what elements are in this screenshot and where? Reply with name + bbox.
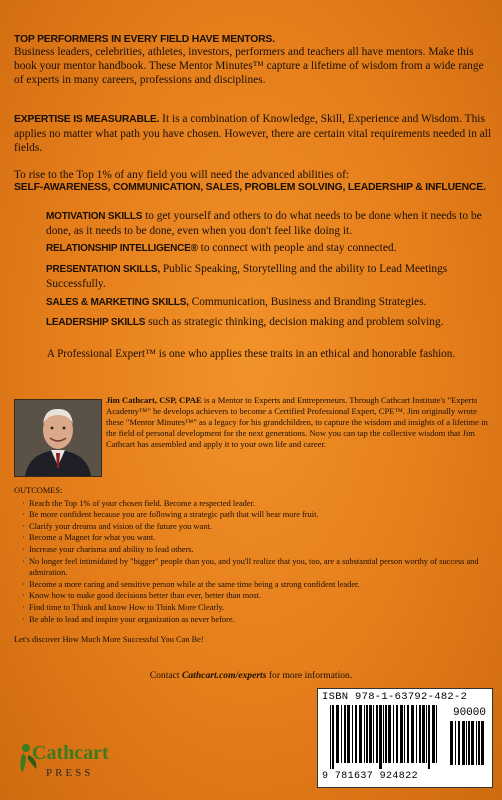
publisher-logo (14, 735, 110, 787)
expertise-section (14, 112, 492, 155)
author-name: Jim Cathcart, CSP, CPAE (106, 395, 202, 405)
abilities-list: SELF-AWARENESS, COMMUNICATION, SALES, PROBLEM SOLVING, LEADERSHIP & INFLUENCE. (14, 182, 486, 193)
skill-text: Public Speaking, Storytelling and the ability to Lead Meetings Successfully. (46, 263, 448, 290)
list-item: · Be more confident because you are following a strategic path that will bear more fruit. (22, 509, 494, 521)
list-item: · Find time to Think and know How to Think More Clearly. (22, 602, 494, 614)
abilities-lead: To rise to the Top 1% of any field you will need the advanced abilities of: (14, 169, 350, 181)
isbn-text: ISBN 978-1-63792-482-2 (322, 691, 468, 703)
skill-label: PRESENTATION SKILLS, (46, 264, 160, 275)
author-bio (106, 395, 491, 450)
outcomes-section (14, 485, 494, 646)
price-barcode-bars (450, 721, 486, 771)
skill-label: MOTIVATION SKILLS (46, 211, 143, 222)
skill-text: Communication, Business and Branding Strategies. (188, 296, 427, 308)
isbn-barcode (317, 688, 493, 788)
skill-leadership (46, 315, 492, 330)
author-photo (14, 399, 102, 477)
expertise-text: It is a combination of Knowledge, Skill, Experience and Wisdom. This applies no matter what path you have chosen. However, there are certain vital requirements needed in all fields. (14, 113, 492, 154)
list-item: · Reach the Top 1% of your chosen field. Become a respected leader. (22, 498, 494, 510)
outcomes-list (14, 498, 494, 626)
outcomes-closing: Let's discover How Much More Successful You Can Be! (14, 635, 204, 645)
skill-label: SALES & MARKETING SKILLS, (46, 297, 189, 308)
skill-relationship (46, 241, 492, 256)
list-item: · Increase your charisma and ability to lead others. (22, 544, 494, 556)
publisher-logo-sub: PRESS (46, 767, 94, 779)
list-item: · Become a Magnet for what you want. (22, 532, 494, 544)
contact-line (0, 670, 502, 681)
skill-text: to get yourself and others to do what needs to be done when it needs to be done, as it needs to be done, even when you don't feel like doing it. (46, 210, 482, 237)
skill-text: such as strategic thinking, decision making and problem solving. (145, 316, 444, 328)
list-item: · Know how to make good decisions better than ever, better than most. (22, 590, 494, 602)
skill-label: RELATIONSHIP INTELLIGENCE® (46, 243, 198, 254)
author-bio-text: is a Mentor to Experts and Entrepreneurs. Through Cathcart Institute's "Experts Academy™" he develops achievers to become a Certified Professional Expert, CPE™. Jim originally wrote these "Mentor Minutes™" as a legacy for his grandchildren, to capture the wisdom and insights of a lifetime in the field of personal development for the next generations. Now you can tap the collective wisdom that Jim Cathcart has assembled and apply it to your own life and career. (106, 395, 488, 449)
contact-pre: Contact (149, 670, 182, 681)
expertise-heading: EXPERTISE IS MEASURABLE. (14, 114, 160, 125)
list-item: · Clarify your dreams and vision of the future you want. (22, 521, 494, 533)
barcode-bars (330, 705, 440, 769)
intro-heading: TOP PERFORMERS IN EVERY FIELD HAVE MENTORS. (14, 34, 275, 45)
contact-site-link[interactable]: Cathcart.com/experts (181, 670, 267, 681)
intro-text: Business leaders, celebrities, athletes, investors, performers and teachers all have mentors. Make this book your mentor handbook. These Mentor Minutes™ capture a lifetime of wisdom from a wide range of experts in many careers, professions and disciplines. (14, 46, 484, 86)
skill-label: LEADERSHIP SKILLS (46, 317, 146, 328)
skill-presentation (46, 262, 492, 291)
list-item: · Become a more caring and sensitive person while at the same time being a strong confident leader. (22, 579, 494, 591)
price-code: 90000 (452, 707, 486, 719)
professional-expert-line: A Professional Expert™ is one who applies these traits in an ethical and honorable fashion. (46, 348, 456, 360)
list-item: · Be able to lead and inspire your organization as never before. (22, 614, 494, 626)
intro-section (14, 34, 492, 87)
contact-post: for more information. (266, 670, 353, 681)
list-item: · No longer feel intimidated by "bigger" people than you, and you'll realize that you, too, are a substantial person worthy of success and admiration. (22, 556, 494, 579)
skill-motivation (46, 209, 492, 238)
abilities-section (14, 168, 494, 193)
publisher-logo-name: Cathcart (32, 742, 109, 764)
skill-sales-marketing (46, 295, 492, 310)
barcode-number: 9 781637 924822 (322, 771, 419, 782)
skill-text: to connect with people and stay connected. (197, 242, 397, 254)
outcomes-heading: OUTCOMES: (14, 486, 63, 495)
